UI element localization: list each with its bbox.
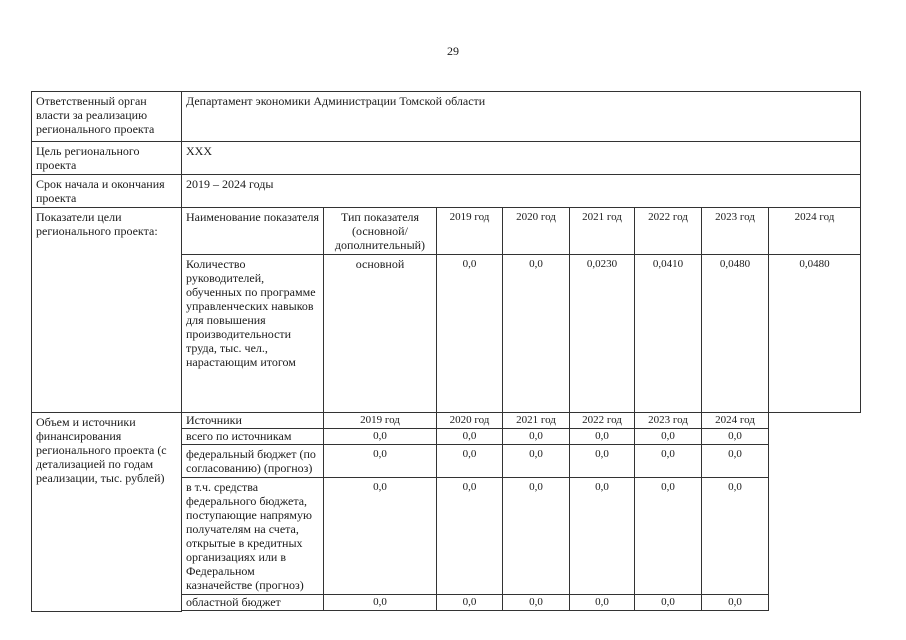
indicator-name-header: Наименование показателя [182,208,324,255]
indicator-year-header: 2019 год [437,208,503,255]
page-number: 29 [447,44,459,58]
funding-value: 0,0 [635,478,702,595]
authority-row [32,92,861,142]
funding-value: 0,0 [503,445,570,478]
indicator-year-header: 2021 год [570,208,635,255]
authority-value: Департамент экономики Администрации Томской области [182,92,861,142]
funding-source-name: в т.ч. средства федерального бюджета, поступающие напрямую получателям на счета, открытые в кредитных организациях или в Федеральном казначействе (прогноз) [182,478,324,595]
funding-year-header: 2024 год [702,413,769,429]
funding-value: 0,0 [503,429,570,445]
goal-row [32,142,861,175]
funding-year-header: 2020 год [437,413,503,429]
spacer-cell [182,611,861,612]
indicators-label: Показатели цели регионального проекта: [32,208,182,413]
funding-value: 0,0 [437,429,503,445]
funding-value: 0,0 [324,429,437,445]
indicator-value: 0,0480 [769,255,861,413]
indicator-year-header: 2020 год [503,208,570,255]
goal-label: Цель регионального проекта [32,142,182,175]
funding-value: 0,0 [570,595,635,611]
funding-value: 0,0 [570,429,635,445]
funding-value: 0,0 [570,445,635,478]
funding-header-row [32,413,861,429]
indicator-year-header: 2022 год [635,208,702,255]
period-value: 2019 – 2024 годы [182,175,861,208]
funding-value: 0,0 [324,478,437,595]
indicator-value: 0,0 [503,255,570,413]
funding-value: 0,0 [503,478,570,595]
indicator-value: 0,0480 [702,255,769,413]
funding-value: 0,0 [635,429,702,445]
funding-value: 0,0 [702,595,769,611]
indicator-year-header: 2024 год [769,208,861,255]
indicator-value: 0,0 [437,255,503,413]
funding-value: 0,0 [324,445,437,478]
funding-label: Объем и источники финансирования регионального проекта (с детализацией по годам реализации, тыс. рублей) [32,413,182,612]
funding-sources-header: Источники [182,413,324,429]
funding-value: 0,0 [437,445,503,478]
funding-value: 0,0 [635,445,702,478]
goal-value: ХХХ [182,142,861,175]
funding-year-header: 2021 год [503,413,570,429]
funding-value: 0,0 [702,445,769,478]
funding-value: 0,0 [635,595,702,611]
funding-year-header: 2019 год [324,413,437,429]
authority-label: Ответственный орган власти за реализацию регионального проекта [32,92,182,142]
funding-value: 0,0 [324,595,437,611]
funding-year-header: 2022 год [570,413,635,429]
funding-value: 0,0 [702,429,769,445]
funding-value: 0,0 [437,595,503,611]
funding-value: 0,0 [702,478,769,595]
funding-source-name: федеральный бюджет (по согласованию) (прогноз) [182,445,324,478]
indicator-type: основной [324,255,437,413]
indicator-name: Количество руководителей, обученных по программе управленческих навыков для повышения производительности труда, тыс. чел., нарастающим итогом [182,255,324,413]
indicators-header-row [32,208,861,255]
funding-year-header: 2023 год [635,413,702,429]
indicator-year-header: 2023 год [702,208,769,255]
funding-value: 0,0 [437,478,503,595]
indicator-value: 0,0230 [570,255,635,413]
funding-value: 0,0 [503,595,570,611]
period-row [32,175,861,208]
funding-source-name: всего по источникам [182,429,324,445]
funding-value: 0,0 [570,478,635,595]
indicator-value: 0,0410 [635,255,702,413]
indicator-type-header: Тип показателя (основной/ дополнительный) [324,208,437,255]
funding-source-name: областной бюджет [182,595,324,611]
project-passport-table [31,91,861,612]
period-label: Срок начала и окончания проекта [32,175,182,208]
